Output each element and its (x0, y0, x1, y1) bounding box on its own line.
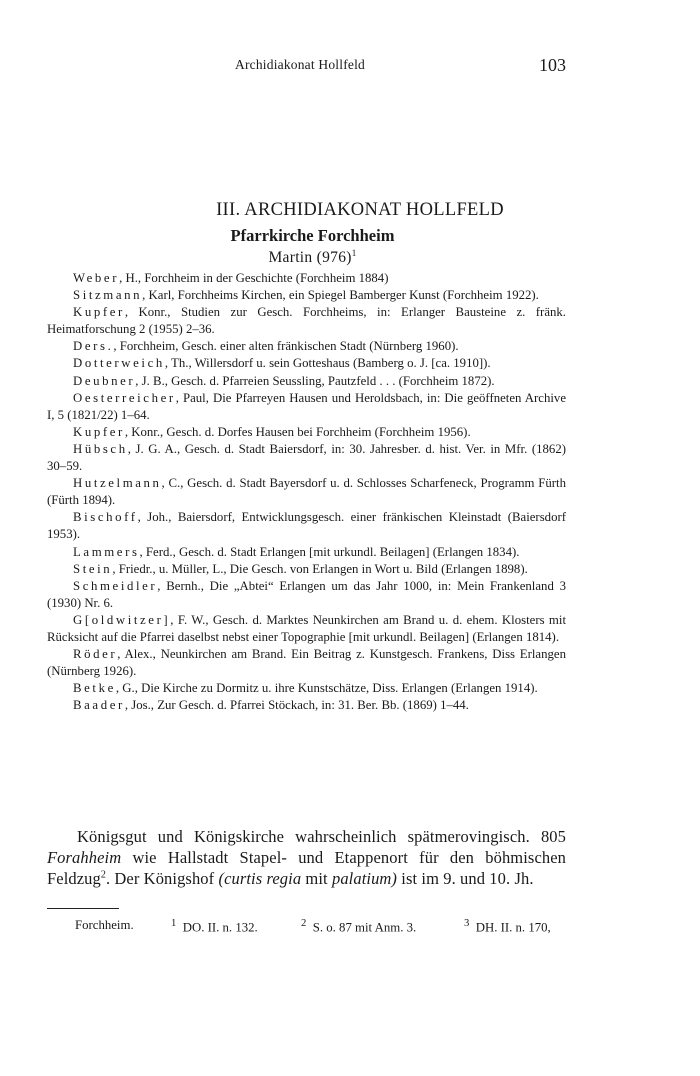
main-text-part2: wie Hallstadt Stapel- und Etappenort für den böhmischen Feldzug (47, 848, 566, 888)
bibliography-text: , H., Forchheim in der Geschichte (Forchheim 1884) (119, 271, 389, 285)
bibliography-author: Oesterreicher (73, 390, 176, 405)
main-text-italic-palatium: palatium) (331, 869, 398, 888)
footnote-2-text: S. o. 87 mit Anm. 3. (312, 920, 417, 935)
main-text-part4: mit (301, 869, 332, 888)
bibliography-author: Betke (73, 681, 116, 696)
bibliography-author: Hutzelmann (73, 476, 162, 491)
bibliography-entry (47, 270, 566, 287)
footnote-2 (301, 918, 416, 935)
bibliography-entry (47, 287, 566, 304)
bibliography-entry (47, 697, 566, 714)
bibliography-entry (47, 680, 566, 697)
bibliography-text: , Alex., Neunkirchen am Brand. Ein Beitrag z. Kunstgesch. Frankens, Diss Erlangen (Nürnberg 1926). (47, 647, 566, 679)
footnote-2-number: 2 (301, 918, 307, 929)
main-text-part3: . Der Königshof (105, 869, 219, 888)
bibliography-text: , Ferd., Gesch. d. Stadt Erlangen [mit urkundl. Beilagen] (Erlangen 1834). (139, 544, 520, 559)
bibliography-text: , C., Gesch. d. Stadt Bayersdorf u. d. Schlosses Scharfeneck, Programm Fürth (Fürth 1894). (47, 476, 566, 508)
page-number: 103 (539, 55, 566, 75)
bibliography-author: Bischoff (73, 510, 138, 525)
bibliography-text: , Bernh., Die „Abtei“ Erlangen um das Jahr 1000, in: Mein Frankenland 3 (1930) Nr. 6. (47, 578, 566, 610)
running-title: Archidiakonat Hollfeld (235, 57, 365, 72)
bibliography-text: , F. W., Gesch. d. Marktes Neunkirchen am Brand u. d. ehem. Klosters mit Rücksicht auf die Pfarrei daselbst nebst einer Topographie [mit urkundl. Beilagen] (Erlangen 1814). (47, 612, 566, 644)
bibliography-entry (47, 390, 566, 424)
bibliography-entry (47, 612, 566, 646)
footnote-3-text: DH. II. n. 170, (475, 920, 551, 935)
main-paragraph (47, 826, 566, 889)
bibliography-entry (47, 475, 566, 509)
bibliography-entry (47, 646, 566, 680)
bibliography-text: , Karl, Forchheims Kirchen, ein Spiegel Bamberger Kunst (Forchheim 1922). (142, 288, 539, 303)
footnote-1 (171, 918, 258, 935)
bibliography-author: G[oldwitzer] (73, 612, 171, 627)
bibliography-entry (47, 424, 566, 441)
bibliography-author: Weber (73, 271, 120, 285)
bibliography-author: Sitzmann (73, 288, 143, 303)
bibliography-entry (47, 544, 566, 561)
bibliography-text: , Joh., Baiersdorf, Entwicklungsgesch. einer fränkischen Kleinstadt (Baiersdorf 1953). (47, 510, 566, 542)
main-text-footnote-ref: 2 (100, 869, 106, 881)
bibliography-author: Stein (73, 561, 113, 576)
main-text-italic-curtis: (curtis regia (218, 869, 302, 888)
bibliography-list (47, 270, 566, 714)
bibliography-entry (47, 338, 566, 355)
bibliography-text: , Konr., Gesch. d. Dorfes Hausen bei Forchheim (Forchheim 1956). (124, 424, 471, 439)
bibliography-entry (47, 578, 566, 612)
patron-text: Martin (976) (268, 249, 352, 266)
bibliography-entry (47, 373, 566, 390)
bibliography-author: Kupfer (73, 424, 125, 439)
bibliography-text: , Jos., Zur Gesch. d. Pfarrei Stöckach, in: 31. Ber. Bb. (1869) 1–44. (124, 698, 469, 713)
footnote-3-number: 3 (464, 918, 470, 929)
patron-line (0, 249, 625, 267)
bibliography-text: , Forchheim, Gesch. einer alten fränkischen Stadt (Nürnberg 1960). (113, 339, 459, 354)
bibliography-text: , Konr., Studien zur Gesch. Forchheims, in: Erlanger Bausteine z. fränk. Heimatforschung 2 (1955) 2–36. (47, 305, 566, 337)
footnote-rule (47, 908, 119, 909)
bibliography-author: Röder (73, 647, 118, 662)
footnote-place: Forchheim. (75, 918, 134, 932)
bibliography-author: Kupfer (73, 305, 125, 320)
running-head (0, 55, 700, 79)
bibliography-text: , Th., Willersdorf u. sein Gotteshaus (Bamberg o. J. [ca. 1910]). (164, 356, 491, 371)
bibliography-text: , J. G. A., Gesch. d. Stadt Baiersdorf, in: 30. Jahresber. d. hist. Ver. in Mfr. (1862) 30–59. (47, 441, 566, 474)
bibliography-text: , J. B., Gesch. d. Pfarreien Seussling, Pautzfeld . . . (Forchheim 1872). (135, 373, 495, 388)
main-text-line1: Königsgut und Königskirche wahrscheinlich spätmerovingisch. 805 (77, 827, 566, 846)
footnote-1-text: DO. II. n. 132. (182, 920, 258, 935)
bibliography-text: , Friedr., u. Müller, L., Die Gesch. von Erlangen in Wort u. Bild (Erlangen 1898). (112, 561, 528, 576)
bibliography-entry (47, 561, 566, 578)
bibliography-entry (47, 441, 566, 475)
bibliography-entry (47, 304, 566, 338)
patron-footnote-ref: 1 (351, 247, 357, 258)
church-title: Pfarrkirche Forchheim (230, 226, 395, 245)
bibliography-author: Schmeidler (73, 578, 158, 593)
main-text-part5: ist im 9. und 10. Jh. (397, 869, 534, 888)
bibliography-text: , Paul, Die Pfarreyen Hausen und Heroldsbach, in: Die geöffneten Archive I, 5 (1821/22) 1–64. (47, 390, 566, 422)
footnote-1-number: 1 (171, 918, 177, 929)
main-text-italic-place: Forahheim (47, 848, 122, 867)
bibliography-author: Lammers (73, 544, 140, 559)
bibliography-entry (47, 355, 566, 372)
bibliography-author: Hübsch (73, 441, 128, 456)
bibliography-text: , G., Die Kirche zu Dormitz u. ihre Kunstschätze, Diss. Erlangen (Erlangen 1914). (115, 681, 538, 696)
chapter-title: III. ARCHIDIAKONAT HOLLFELD (216, 200, 504, 220)
bibliography-author: Ders. (73, 339, 114, 354)
bibliography-author: Baader (73, 698, 125, 713)
bibliography-entry (47, 509, 566, 543)
bibliography-author: Dotterweich (73, 356, 165, 371)
footnote-3 (464, 918, 551, 935)
bibliography-author: Deubner (73, 373, 136, 388)
